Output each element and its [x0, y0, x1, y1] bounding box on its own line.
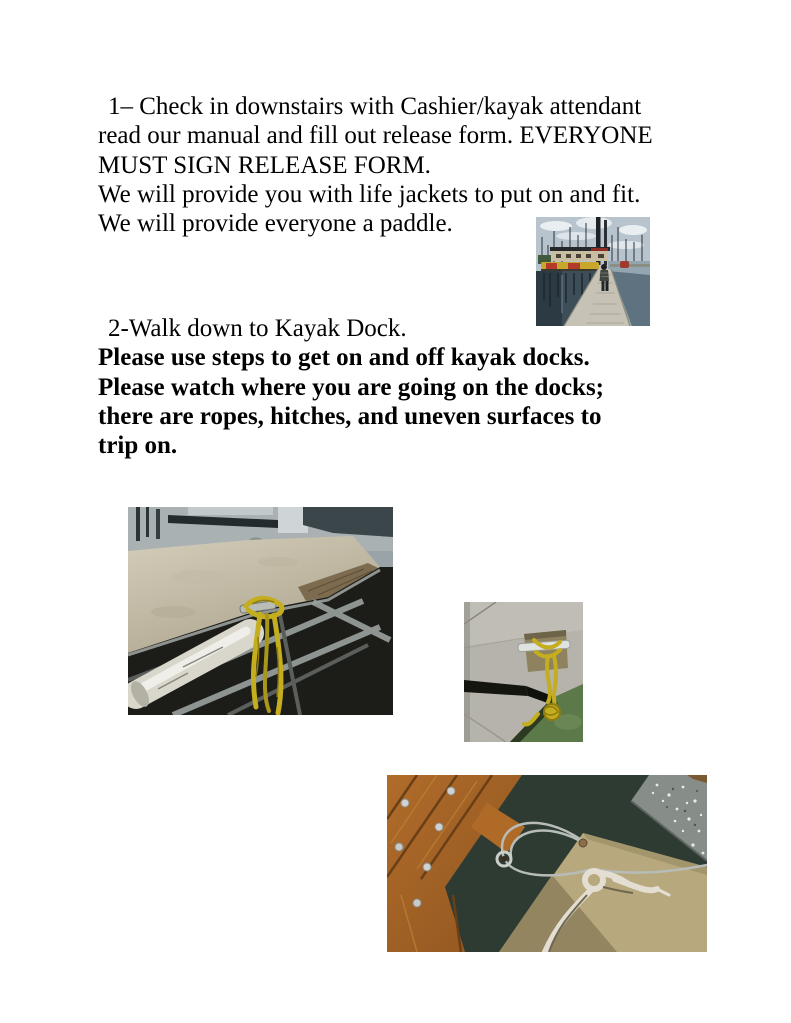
- step2-paragraph: [98, 314, 604, 460]
- step2-bold-line-3: there are ropes, hitches, and uneven surfaces to: [98, 402, 602, 430]
- step1-line-2: read our manual and fill out release form. EVERYONE: [98, 122, 653, 150]
- yellow-rope-dock-corner-photo: [128, 507, 393, 715]
- rope-hitch-closeup-photo: [464, 602, 583, 742]
- white-rope-cable-graphic: [387, 775, 707, 952]
- white-rope-cable-photo: [387, 775, 707, 952]
- step2-intro-line: 2-Walk down to Kayak Dock.: [108, 315, 407, 342]
- step1-line-1: 1– Check in downstairs with Cashier/kayak attendant: [108, 93, 642, 120]
- step2-bold-line-4: trip on.: [98, 432, 178, 460]
- step1-line-5: We will provide everyone a paddle.: [98, 210, 453, 238]
- marina-dock-photo-graphic: [536, 217, 650, 326]
- step2-bold-line-2: Please watch where you are going on the docks;: [98, 373, 604, 401]
- yellow-rope-dock-corner-graphic: [128, 507, 393, 715]
- step1-line-3: MUST SIGN RELEASE FORM.: [98, 151, 431, 179]
- step2-bold-line-1: Please use steps to get on and off kayak docks.: [98, 344, 590, 372]
- marina-dock-photo: [536, 217, 650, 326]
- step1-line-4: We will provide you with life jackets to put on and fit.: [98, 180, 641, 208]
- rope-hitch-closeup-graphic: [464, 602, 583, 742]
